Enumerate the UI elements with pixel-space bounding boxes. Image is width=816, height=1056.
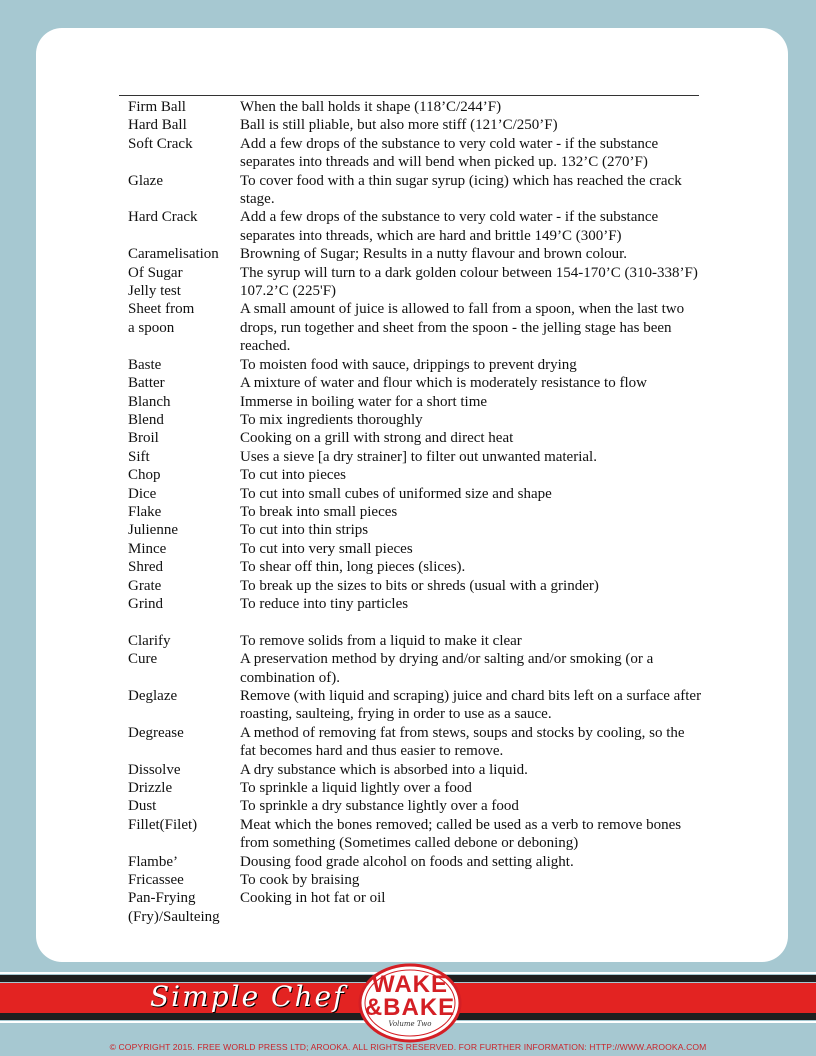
glossary-term: Caramelisation (128, 246, 219, 263)
glossary-row (128, 356, 703, 374)
glossary-row (128, 466, 703, 484)
glossary-definition: To cook by braising (240, 872, 360, 889)
glossary-definition: Cooking on a grill with strong and direct heat (240, 430, 514, 447)
glossary-row (128, 503, 703, 521)
glossary-term: Flake (128, 503, 162, 520)
glossary-definition: Browning of Sugar; Results in a nutty flavour and brown colour. (240, 246, 628, 263)
glossary-definition: A dry substance which is absorbed into a liquid. (240, 761, 528, 778)
glossary-row (128, 521, 703, 539)
glossary-list (128, 98, 703, 926)
glossary-term: Baste (128, 356, 162, 373)
glossary-row (128, 577, 703, 595)
glossary-definition: To break into small pieces (240, 503, 398, 520)
glossary-definition: To cut into small cubes of uniformed size and shape (240, 485, 552, 502)
glossary-term: Fricassee (128, 872, 184, 889)
glossary-term: Sheet from a spoon (128, 301, 195, 336)
glossary-definition: To cut into very small pieces (240, 540, 413, 557)
glossary-term: Pan-Frying (Fry)/Saulteing (128, 890, 220, 925)
glossary-row (128, 429, 703, 447)
glossary-term: Dissolve (128, 761, 181, 778)
glossary-row (128, 172, 703, 209)
glossary-definition: Remove (with liquid and scraping) juice and chard bits left on a surface after roasting, saulteing, frying in order to use as a sauce. (240, 687, 702, 723)
glossary-definition: To sprinkle a dry substance lightly over a food (240, 798, 519, 815)
glossary-definition: Dousing food grade alcohol on foods and setting alight. (240, 853, 574, 870)
glossary-definition: To sprinkle a liquid lightly over a food (240, 780, 472, 797)
glossary-term: Dust (128, 798, 157, 815)
glossary-row (128, 485, 703, 503)
glossary-term: Clarify (128, 632, 171, 649)
glossary-term: Hard Crack (128, 209, 198, 226)
glossary-definition: To cut into thin strips (240, 522, 369, 539)
glossary-definition: Add a few drops of the substance to very cold water - if the substance separates into threads, which are hard and brittle 149’C (300’F) (240, 209, 659, 244)
glossary-row (128, 393, 703, 411)
glossary-definition: 107.2’C (225'F) (240, 283, 337, 300)
glossary-term: Flambe’ (128, 853, 178, 870)
glossary-row (128, 687, 703, 724)
glossary-row (128, 116, 703, 134)
glossary-row (128, 264, 703, 282)
glossary-definition: The syrup will turn to a dark golden colour between 154-170’C (310-338’F) (240, 264, 698, 281)
glossary-definition: When the ball holds it shape (118’C/244’F) (240, 99, 502, 115)
glossary-definition: A small amount of juice is allowed to fall from a spoon, when the last two drops, run together and sheet from the spoon - the jelling stage has been reached. (240, 301, 685, 355)
glossary-gap (128, 613, 703, 631)
logo-subtitle: Volume Two (388, 1020, 432, 1028)
glossary-definition: Add a few drops of the substance to very cold water - if the substance separates into threads and will bend when picked up. 132’C (270’F) (240, 135, 659, 171)
glossary-term: Drizzle (128, 780, 173, 797)
logo-line1: WAKE (372, 971, 448, 998)
top-rule (119, 95, 699, 96)
glossary-row (128, 816, 703, 853)
glossary-term: Julienne (128, 522, 178, 539)
glossary-term: Glaze (128, 172, 163, 189)
glossary-term: Firm Ball (128, 99, 186, 115)
glossary-row (128, 282, 703, 300)
glossary-row (128, 632, 703, 650)
glossary-definition: To remove solids from a liquid to make it clear (240, 632, 522, 649)
glossary-row (128, 797, 703, 815)
glossary-definition: To cover food with a thin sugar syrup (icing) which has reached the crack stage. (240, 172, 682, 208)
glossary-term: Mince (128, 540, 167, 557)
glossary-row (128, 411, 703, 429)
glossary-row (128, 98, 703, 116)
brand-name: Simple Chef (150, 980, 346, 1013)
glossary-definition: To mix ingredients thoroughly (240, 411, 423, 428)
glossary-row (128, 558, 703, 576)
wake-bake-logo (358, 963, 462, 1043)
glossary-term: Grind (128, 595, 163, 612)
glossary-definition: To moisten food with sauce, drippings to prevent drying (240, 356, 577, 373)
glossary-definition: To reduce into tiny particles (240, 595, 409, 612)
glossary-term: Grate (128, 577, 162, 594)
glossary-term: Soft Crack (128, 135, 193, 152)
glossary-row (128, 889, 703, 926)
glossary-row (128, 871, 703, 889)
glossary-term: Of Sugar (128, 264, 183, 281)
copyright-notice: © COPYRIGHT 2015. FREE WORLD PRESS LTD; AROOKA. ALL RIGHTS RESERVED. FOR FURTHER INFORMATION: HTTP://WWW.AROOKA.COM (109, 1042, 707, 1052)
glossary-definition: A method of removing fat from stews, soups and stocks by cooling, so the fat becomes hard and thus easier to remove. (240, 724, 685, 760)
glossary-term: Shred (128, 559, 163, 576)
glossary-row (128, 448, 703, 466)
glossary-row (128, 853, 703, 871)
glossary-row (128, 650, 703, 687)
glossary-term: Broil (128, 430, 159, 447)
glossary-term: Blanch (128, 393, 171, 410)
glossary-term: Dice (128, 485, 157, 502)
glossary-row (128, 779, 703, 797)
glossary-term: Fillet(Filet) (128, 816, 198, 833)
glossary-term: Cure (128, 651, 158, 668)
glossary-definition: To cut into pieces (240, 467, 347, 484)
glossary-term: Deglaze (128, 687, 178, 704)
glossary-definition: To break up the sizes to bits or shreds (usual with a grinder) (240, 577, 599, 594)
glossary-definition: Uses a sieve [a dry strainer] to filter out unwanted material. (240, 448, 597, 465)
glossary-definition: To shear off thin, long pieces (slices). (240, 559, 466, 576)
glossary-definition: Immerse in boiling water for a short time (240, 393, 488, 410)
glossary-row (128, 300, 703, 355)
glossary-row (128, 135, 703, 172)
glossary-term: Degrease (128, 724, 184, 741)
glossary-term: Blend (128, 411, 164, 428)
glossary-row (128, 245, 703, 263)
glossary-row (128, 374, 703, 392)
glossary-row (128, 208, 703, 245)
glossary-term: Sift (128, 448, 150, 465)
glossary-row (128, 540, 703, 558)
glossary-row (128, 761, 703, 779)
glossary-row (128, 724, 703, 761)
glossary-term: Jelly test (128, 283, 181, 300)
glossary-term: Hard Ball (128, 117, 187, 134)
glossary-term: Batter (128, 375, 165, 392)
logo-line2: &BAKE (364, 994, 456, 1021)
glossary-row (128, 595, 703, 613)
glossary-definition: A preservation method by drying and/or salting and/or smoking (or a combination of). (240, 651, 654, 686)
glossary-definition: Ball is still pliable, but also more stiff (121’C/250’F) (240, 117, 558, 134)
glossary-definition: Meat which the bones removed; called be used as a verb to remove bones from something (Sometimes called debone or deboning) (240, 816, 682, 852)
glossary-definition: Cooking in hot fat or oil (240, 890, 386, 907)
glossary-term: Chop (128, 467, 161, 484)
glossary-definition: A mixture of water and flour which is moderately resistance to flow (240, 375, 647, 392)
